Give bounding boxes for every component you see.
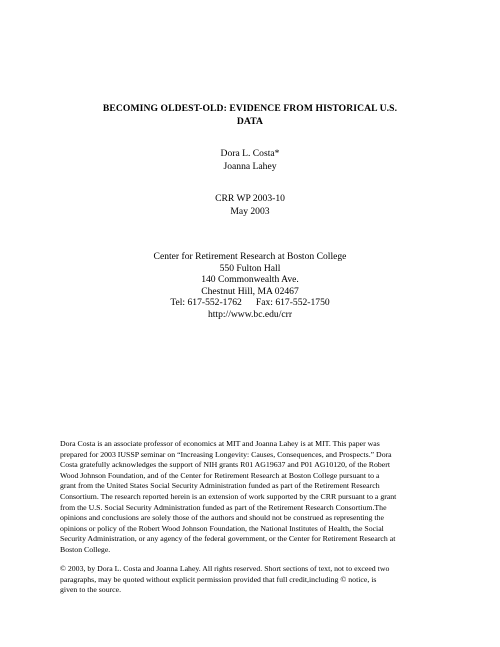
note-line: Security Administration, or any agency of the federal government, or the Center for Retirement Research at	[60, 534, 396, 544]
working-paper-info	[0, 192, 500, 218]
author-list	[0, 147, 500, 173]
paper-title	[60, 102, 440, 128]
note-line: Dora Costa is an associate professor of economics at MIT and Joanna Lahey is at MIT. This paper was	[60, 439, 380, 448]
note-line: Costa gratefully acknowledges the support of NIH grants R01 AG19637 and P01 AG10120, of the Robert	[60, 460, 391, 470]
note-line: grant from the United States Social Security Administration funded as part of the Retirement Research	[60, 481, 380, 491]
website-link[interactable]: http://www.bc.edu/crr	[207, 308, 293, 320]
note-line: opinions and conclusions are solely those of the authors and should not be construed as representing the	[60, 513, 384, 523]
publication-date: May 2003	[230, 206, 270, 217]
copyright-notice	[60, 564, 450, 596]
address-line: 140 Commonwealth Ave.	[201, 274, 299, 285]
fax: Fax: 617-552-1750	[255, 297, 330, 308]
note-line: from the U.S. Social Security Administration funded as part of the Retirement Research Consortium.The	[60, 502, 387, 512]
address-line: Chestnut Hill, MA 02467	[201, 285, 299, 297]
note-line: Boston College.	[60, 544, 111, 554]
institution-block	[0, 251, 500, 320]
note-line: Wood Johnson Foundation, and of the Center for Retirement Research at Boston College pursuant to a	[60, 470, 380, 480]
note-line: prepared for 2003 IUSSP seminar on “Increasing Longevity: Causes, Consequences, and Prospects.” Dora	[60, 449, 392, 459]
working-paper-number: CRR WP 2003-10	[215, 193, 285, 204]
contact-line	[0, 297, 500, 309]
address-line: 550 Fulton Hall	[219, 262, 281, 274]
author-note	[60, 439, 450, 556]
author-name: Dora L. Costa*	[220, 148, 280, 159]
copyright-line: given to the source.	[60, 585, 122, 595]
author-name: Joanna Lahey	[223, 161, 277, 172]
institution-name: Center for Retirement Research at Boston College	[153, 251, 347, 262]
title-line: DATA	[236, 116, 264, 127]
telephone: Tel: 617-552-1762	[170, 297, 242, 308]
note-line: opinions or policy of the Robert Wood Johnson Foundation, the National Institutes of Health, the Social	[60, 523, 384, 533]
copyright-line: paragraphs, may be quoted without explicit permission provided that full credit,including © notice, is	[60, 574, 377, 584]
copyright-line: © 2003, by Dora L. Costa and Joanna Lahey. All rights reserved. Short sections of text, not to exceed two	[60, 564, 390, 573]
note-line: Consortium. The research reported herein is an extension of work supported by the CRR pursuant to a grant	[60, 491, 397, 501]
title-line: BECOMING OLDEST-OLD: EVIDENCE FROM HISTORICAL U.S.	[102, 103, 398, 114]
